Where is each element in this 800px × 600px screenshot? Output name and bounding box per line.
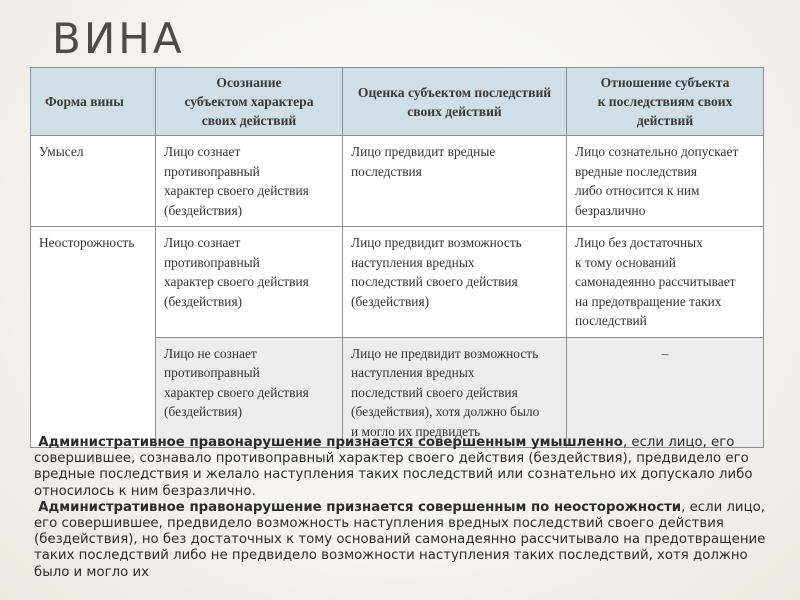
cell-line: своих действий	[407, 103, 502, 119]
cell-line: Лицо не сознает	[164, 345, 257, 361]
cell-line: (бездействия)	[164, 404, 243, 419]
cell-awareness-intent	[156, 136, 343, 227]
cell-assessment-intent	[343, 136, 567, 227]
header-assessment	[343, 68, 567, 136]
cell-line: Лицо предвидит вредные	[351, 144, 496, 159]
header-attitude	[567, 68, 764, 136]
cell-line: противоправный	[164, 254, 260, 270]
cell-attitude-negligence-b: –	[567, 337, 764, 448]
cell-form-intent: Умысел	[31, 136, 156, 227]
cell-line: Лицо не предвидит возможность	[351, 345, 539, 361]
cell-line: субъектом характера	[184, 94, 314, 109]
cell-line: наступления вредных	[351, 254, 475, 270]
cell-line: характер своего действия	[164, 183, 309, 198]
cell-line: Лицо сознает	[164, 144, 241, 159]
definition-negligence-rest: , если лицо, его совершившее, предвидело возможность наступления вредных последствий своего действия (бездействия), но без достаточных к тому оснований самонадеянно рассчитывало на предотвращение таких последствий либо не предвидело возможности наступления таких последствий, хотя должно было и могло их	[34, 499, 766, 580]
cell-line: вредные последствия	[575, 163, 697, 179]
cell-form-negligence: Неосторожность	[31, 227, 156, 448]
cell-line: последствий своего действия	[351, 384, 518, 400]
cell-line: Оценка субъектом последствий	[357, 84, 552, 100]
cell-attitude-intent	[567, 136, 764, 227]
cell-awareness-negligence-b	[156, 337, 343, 448]
cell-line: безразлично	[575, 202, 646, 218]
header-form-of-guilt	[31, 68, 156, 136]
cell-line: (бездействия), хотя должно было	[351, 404, 540, 419]
cell-line: (бездействия)	[164, 202, 243, 218]
cell-assessment-negligence-b	[343, 337, 567, 448]
cell-assessment-negligence-a	[343, 227, 567, 338]
cell-line: к тому оснований	[575, 254, 676, 270]
table-row-negligence-a	[31, 227, 764, 338]
definition-negligence-bold: Административное правонарушение признается совершенным по неосторожности	[38, 499, 682, 515]
definition-intent-bold: Административное правонарушение признается совершенным умышленно	[38, 435, 623, 450]
cell-line: самонадеянно рассчитывает	[575, 274, 736, 289]
cell-line: на предотвращение таких	[575, 293, 722, 309]
guilt-forms-table	[30, 67, 764, 448]
cell-line: характер своего действия	[164, 384, 309, 400]
guilt-forms-table-frame	[30, 67, 763, 439]
cell-line: противоправный	[164, 365, 260, 380]
cell-line: либо относится к ним	[575, 183, 700, 198]
cell-line: и могло их предвидеть	[351, 423, 481, 439]
cell-line: действий	[636, 113, 694, 128]
cell-line: Отношение субъекта	[600, 75, 730, 90]
cell-line: последствий своего действия	[351, 274, 518, 289]
cell-line: противоправный	[164, 163, 260, 179]
table-row-intent	[31, 136, 764, 227]
cell-line: Лицо без достаточных	[575, 235, 703, 250]
cell-line: Форма вины	[45, 94, 124, 109]
cell-line: Лицо предвидит возможность	[351, 235, 522, 250]
cell-line: Осознание	[216, 75, 282, 90]
cell-line: к последствиям своих	[597, 94, 733, 109]
header-awareness	[156, 68, 343, 136]
cell-line: (бездействия)	[351, 293, 430, 309]
cell-line: наступления вредных	[351, 365, 475, 380]
cell-line: характер своего действия	[164, 274, 309, 289]
cell-attitude-negligence-a	[567, 227, 764, 338]
cell-line: своих действий	[201, 113, 297, 128]
table-header-row	[31, 68, 764, 136]
definition-negligence	[34, 500, 782, 581]
cell-line: последствий	[575, 313, 647, 328]
slide-title: ВИНА	[52, 14, 185, 63]
cell-awareness-negligence-a	[156, 227, 343, 338]
cell-line: Лицо сознательно допускает	[575, 144, 739, 159]
cell-line: Лицо сознает	[164, 235, 241, 250]
definition-intent-rest: , если лицо, его совершившее, сознавало противоправный характер своего действия (бездействия), предвидело его вредные последствия и желало наступления таких последствий или сознательно их допускало либо относилось к ним безразлично.	[34, 435, 753, 499]
cell-line: последствия	[351, 163, 422, 179]
cell-line: (бездействия)	[164, 293, 243, 309]
definition-intent	[34, 435, 782, 500]
definitions-text	[34, 435, 782, 581]
